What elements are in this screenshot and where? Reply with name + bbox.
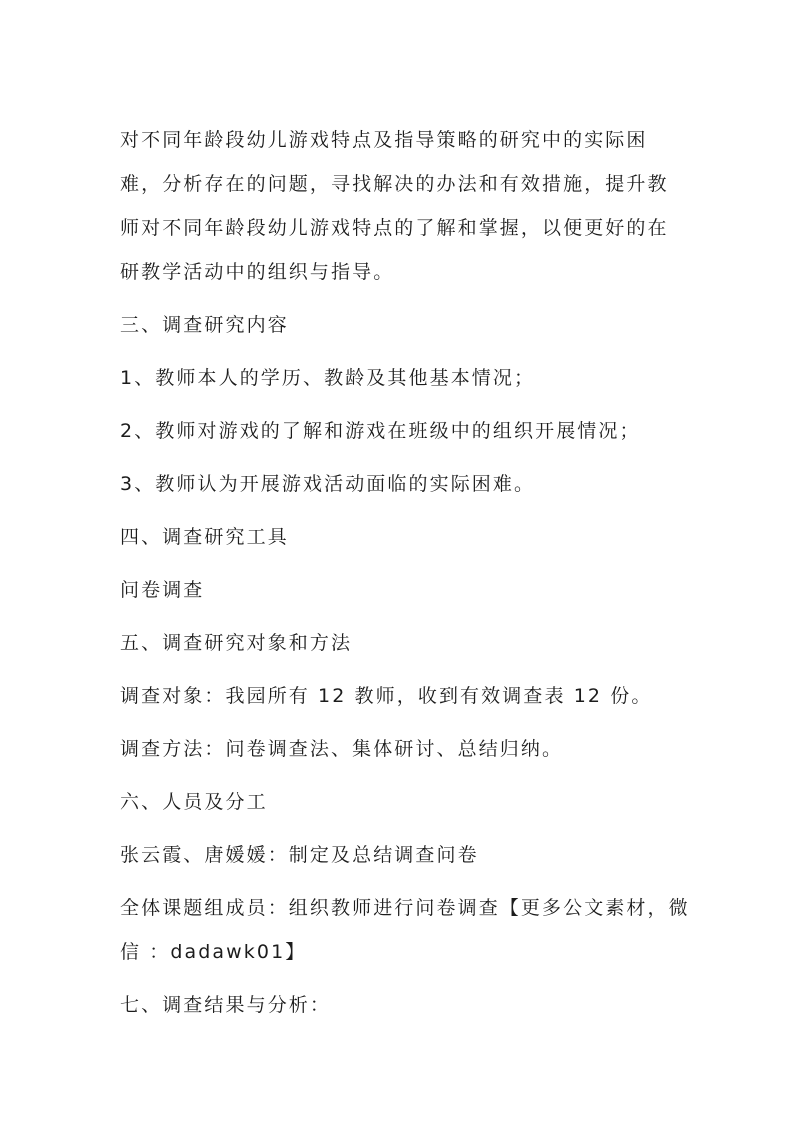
staff-assignment-1 <box>120 833 733 877</box>
heading-text: 三、调查研究内容 <box>120 314 289 336</box>
heading-text: 四、调查研究工具 <box>120 526 289 548</box>
list-item-2 <box>120 409 733 453</box>
paragraph-line: 研教学活动中的组织与指导。 <box>120 261 395 283</box>
section-heading-7 <box>120 983 733 1027</box>
body-text: 张云霞、唐媛媛：制定及总结调查问卷 <box>120 844 479 866</box>
section-heading-6 <box>120 780 733 824</box>
heading-text: 五、调查研究对象和方法 <box>120 632 353 654</box>
body-text: 问卷调查 <box>120 579 205 601</box>
paragraph-research-purpose <box>120 118 733 294</box>
paragraph-line: 全体课题组成员：组织教师进行问卷调查【更多公文素材，微 <box>120 897 690 919</box>
list-item-1 <box>120 356 733 400</box>
staff-assignment-2 <box>120 886 733 974</box>
heading-text: 六、人员及分工 <box>120 791 268 813</box>
paragraph-line: 信 ：dadawk01】 <box>120 941 307 963</box>
list-item-text: 1、教师本人的学历、教龄及其他基本情况； <box>120 367 536 389</box>
section-heading-5 <box>120 621 733 665</box>
paragraph-line: 对不同年龄段幼儿游戏特点及指导策略的研究中的实际困 <box>120 129 648 151</box>
research-methods <box>120 727 733 771</box>
heading-text: 七、调查结果与分析： <box>120 994 332 1016</box>
list-item-3 <box>120 462 733 506</box>
list-item-text: 2、教师对游戏的了解和游戏在班级中的组织开展情况； <box>120 420 641 442</box>
research-subjects <box>120 674 733 718</box>
list-item-text: 3、教师认为开展游戏活动面临的实际困难。 <box>120 473 536 495</box>
paragraph-line: 难，分析存在的问题，寻找解决的办法和有效措施，提升教 <box>120 173 669 195</box>
paragraph-line: 师对不同年龄段幼儿游戏特点的了解和掌握，以便更好的在 <box>120 217 669 239</box>
body-text: 调查对象：我园所有 12 教师，收到有效调查表 12 份。 <box>120 685 653 707</box>
body-text: 调查方法：问卷调查法、集体研讨、总结归纳。 <box>120 738 564 760</box>
section-heading-3 <box>120 303 733 347</box>
section-heading-4 <box>120 515 733 559</box>
research-tool <box>120 568 733 612</box>
